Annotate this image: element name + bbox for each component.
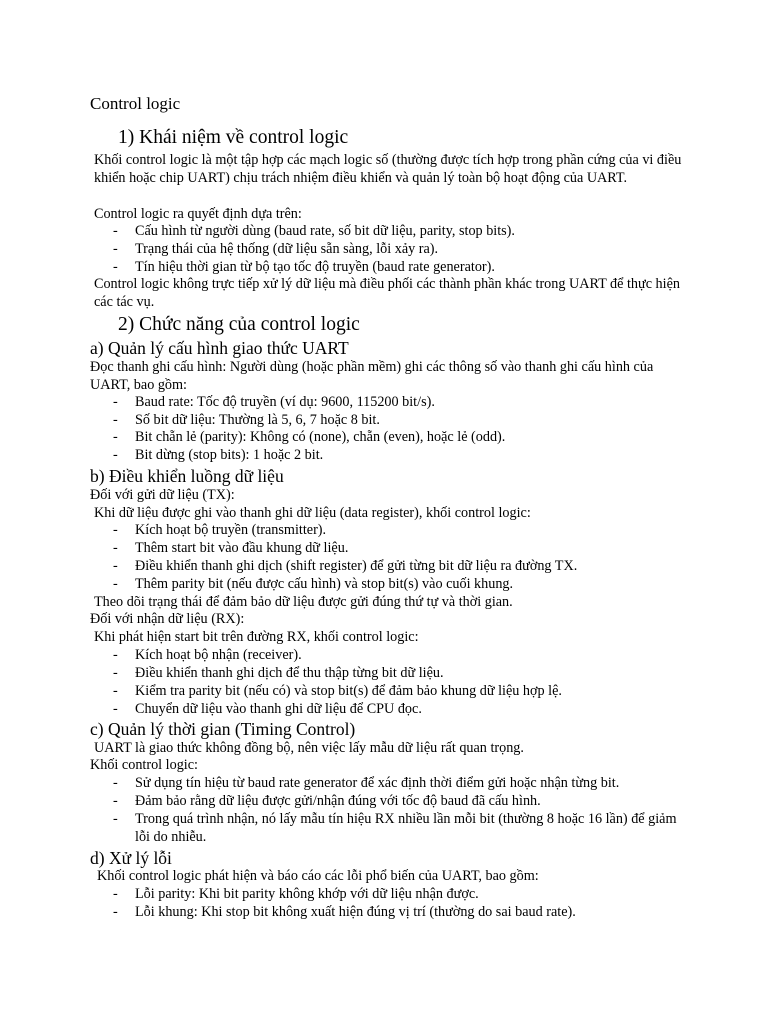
paragraph: Khối control logic: (90, 757, 198, 773)
paragraph: UART là giao thức không đồng bộ, nên việc lấy mẫu dữ liệu rất quan trọng. (94, 740, 524, 756)
list-item: - Thêm parity bit (nếu được cấu hình) và stop bit(s) vào cuối khung. (113, 576, 514, 592)
list-item: - Lỗi khung: Khi stop bit không xuất hiện đúng vị trí (thường do sai baud rate). (113, 904, 576, 920)
list-item: - Thêm start bit vào đầu khung dữ liệu. (113, 540, 349, 556)
paragraph: Đối với nhận dữ liệu (RX): (90, 611, 245, 627)
subsection-heading-b: b) Điều khiển luồng dữ liệu (90, 466, 284, 486)
section-heading-2: 2) Chức năng của control logic (118, 314, 360, 335)
paragraph: Control logic không trực tiếp xử lý dữ liệu mà điều phối các thành phần khác trong UART để thực hiện các tác vụ. (94, 276, 680, 310)
paragraph: Khối control logic phát hiện và báo cáo các lỗi phổ biến của UART, bao gồm: (97, 868, 539, 884)
list-item: - Điều khiển thanh ghi dịch để thu thập từng bit dữ liệu. (113, 665, 444, 681)
list-item: - Kích hoạt bộ nhận (receiver). (113, 647, 302, 663)
list-item: - Bit dừng (stop bits): 1 hoặc 2 bit. (113, 447, 324, 463)
document-title: Control logic (90, 94, 181, 113)
list-item: - Chuyển dữ liệu vào thanh ghi dữ liệu để CPU đọc. (113, 701, 422, 717)
list-item: - Đảm bảo rằng dữ liệu được gửi/nhận đúng với tốc độ baud đã cấu hình. (113, 793, 541, 809)
paragraph: Khối control logic là một tập hợp các mạch logic số (thường được tích hợp trong phần cứng của vi điều khiển hoặc chip UART) chịu trách nhiệm điều khiển và quản lý toàn bộ hoạt động của UART. (94, 152, 682, 186)
list-item: - Số bit dữ liệu: Thường là 5, 6, 7 hoặc 8 bit. (113, 412, 380, 428)
paragraph: Control logic ra quyết định dựa trên: (94, 206, 302, 222)
list-item: - Trạng thái của hệ thống (dữ liệu sẵn sàng, lỗi xảy ra). (113, 241, 439, 257)
section-heading-1: 1) Khái niệm về control logic (118, 127, 349, 148)
list-item: - Trong quá trình nhận, nó lấy mẫu tín hiệu RX nhiều lần mỗi bit (thường 8 hoặc 16 lần) để giảm lỗi do nhiễu. (113, 811, 677, 845)
paragraph: Đọc thanh ghi cấu hình: Người dùng (hoặc phần mềm) ghi các thông số vào thanh ghi cấu hình của UART, bao gồm: (90, 359, 654, 393)
subsection-heading-a: a) Quản lý cấu hình giao thức UART (90, 338, 349, 358)
list-item: - Điều khiển thanh ghi dịch (shift register) để gửi từng bit dữ liệu ra đường TX. (113, 558, 578, 574)
subsection-heading-d: d) Xử lý lỗi (90, 848, 172, 868)
list-item: - Baud rate: Tốc độ truyền (ví dụ: 9600, 115200 bit/s). (113, 394, 435, 410)
paragraph: Khi phát hiện start bit trên đường RX, khối control logic: (94, 629, 419, 645)
subsection-heading-c: c) Quản lý thời gian (Timing Control) (90, 719, 356, 739)
list-item: - Kiểm tra parity bit (nếu có) và stop bit(s) để đảm bảo khung dữ liệu hợp lệ. (113, 683, 562, 699)
paragraph: Khi dữ liệu được ghi vào thanh ghi dữ liệu (data register), khối control logic: (94, 505, 531, 521)
list-item: - Bit chẵn lẻ (parity): Không có (none), chẵn (even), hoặc lẻ (odd). (113, 429, 506, 445)
list-item: - Lỗi parity: Khi bit parity không khớp với dữ liệu nhận được. (113, 886, 479, 902)
list-item: - Tín hiệu thời gian từ bộ tạo tốc độ truyền (baud rate generator). (113, 259, 495, 275)
list-item: - Sử dụng tín hiệu từ baud rate generator để xác định thời điểm gửi hoặc nhận từng bit. (113, 775, 620, 791)
paragraph: Đối với gửi dữ liệu (TX): (90, 487, 235, 503)
paragraph: Theo dõi trạng thái để đảm bảo dữ liệu được gửi đúng thứ tự và thời gian. (94, 594, 513, 610)
list-item: - Cấu hình từ người dùng (baud rate, số bit dữ liệu, parity, stop bits). (113, 223, 515, 239)
list-item: - Kích hoạt bộ truyền (transmitter). (113, 522, 327, 538)
